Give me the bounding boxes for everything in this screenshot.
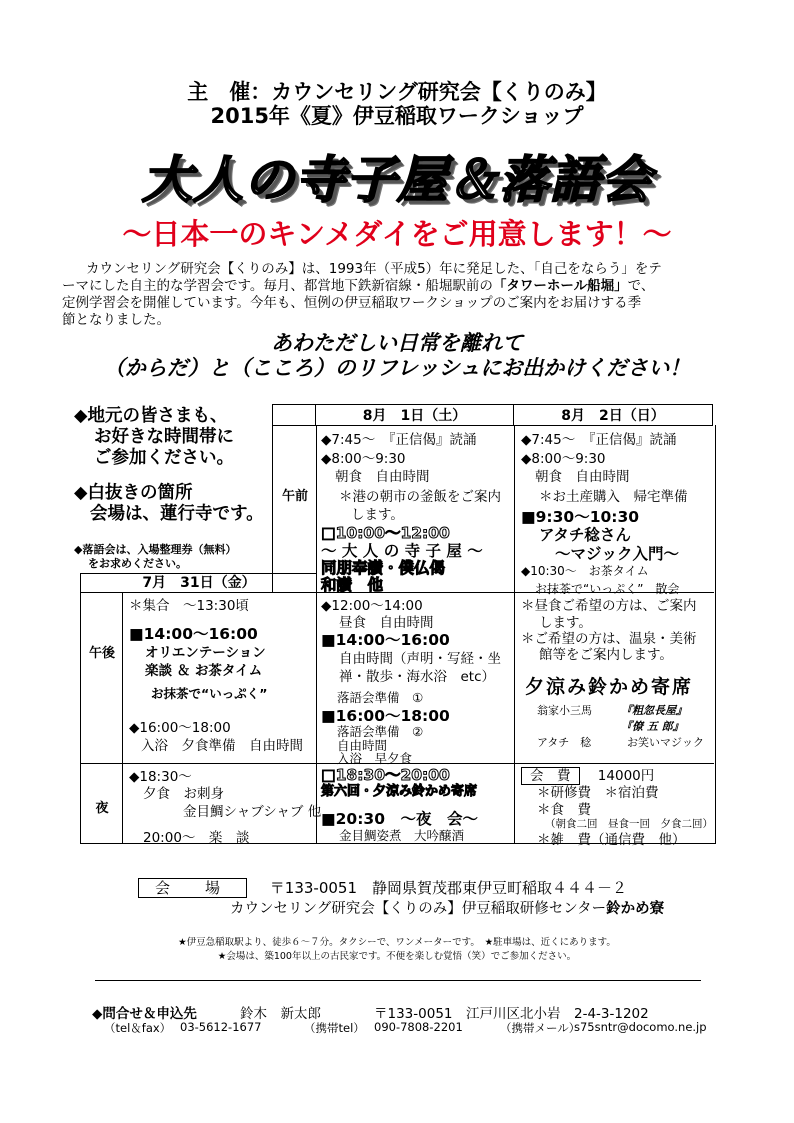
jul31-night-line: 夕食 お刺身 [143, 786, 224, 802]
aug2-am-line: ■9:30～10:30 [521, 508, 640, 526]
aug2-am-line: ～マジック入門～ [555, 545, 680, 563]
aug2-pm-line: 館等をご案内します。 [539, 647, 673, 663]
aug1-am-line: ◆7:45～ 『正信偈』読誦 [321, 432, 477, 448]
note-text: ご参加ください。 [94, 448, 234, 468]
aug2-am-cell [514, 425, 716, 596]
aug2-pm-line: します。 [539, 615, 592, 631]
aug1-am-line: ◆8:00～9:30 [321, 451, 406, 467]
aug2-am-line: ＊お土産購入 帰宅準備 [539, 489, 688, 505]
mobile-number: 090-7808-2201 [374, 1020, 463, 1034]
schedule-morning-table [272, 404, 713, 426]
row-label-am: 午前 [281, 489, 308, 504]
jul31-pm-line: ＊集合 ～13:30頃 [129, 598, 249, 614]
fee-amount: 14000円 [597, 768, 655, 784]
intro-text: で、 [627, 278, 655, 294]
aug1-pm-line: ■14:00～16:00 [321, 631, 450, 649]
jul31-night-line: ◆18:30～ [129, 769, 192, 785]
aug2-am-line: 朝食 自由時間 [535, 469, 630, 485]
jul31-pm-line: お抹茶で“いっぷく” [151, 686, 268, 701]
aug1-night-line: 第六回・夕涼み鈴かめ寄席 [321, 784, 478, 799]
venue-line [138, 877, 627, 898]
day-header-aug2: 8月 2日（日） [514, 405, 713, 426]
access-line-1: ★伊豆急稲取駅より、徒歩６～７分。タクシーで、ワンメーターです。 ★駐車場は、近くにあります。 [178, 937, 616, 948]
contact-label: ◆問合せ＆申込先 [92, 1006, 197, 1022]
day-header-aug1: 8月 1日（土） [316, 405, 514, 426]
venue-name: カウンセリング研究会【くりのみ】伊豆稲取研修センター [230, 901, 607, 917]
aug1-am-line: します。 [351, 507, 404, 523]
jul31-pm-line: オリエンテーション [145, 645, 266, 661]
aug1-pm-line: 昼食 自由時間 [339, 615, 434, 631]
venue-label: 会 場 [138, 878, 247, 898]
access-line-2: ★会場は、築100年以上の古民家です。不便を楽しむ覚悟（笑）でご参加ください。 [217, 951, 577, 962]
fee-label: 会 費 [521, 767, 580, 785]
aug1-am-line: 朝食 自由時間 [335, 469, 430, 485]
aug1-am-line: 和讃 他 [321, 576, 384, 594]
note-text: ◆白抜きの箇所 [74, 483, 193, 503]
aug2-night-line: ＊雑 費（通信費 他） [537, 832, 686, 848]
aug1-pm-line: 禅・散歩・海水浴 etc） [339, 669, 496, 685]
aug1-pm-line: 自由時間 [337, 738, 388, 753]
jul31-night-line: 20:00～ 楽 談 [143, 830, 250, 846]
aug1-night-line: ■20:30 ～夜 会～ [321, 810, 478, 828]
performer-title: 『僚 五 郎』 [621, 720, 684, 733]
venue-name-line [230, 897, 664, 918]
tel-label: （tel＆fax） [104, 1021, 172, 1035]
contact-line-1 [92, 1002, 649, 1022]
aug1-pm-line: 自由時間（声明・写経・坐 [339, 651, 501, 667]
note-2 [74, 483, 264, 525]
intro-line-3: 定例学習会を開催しています。今年も、恒例の伊豆稲取ワークショップのご案内をお届けする季 [62, 295, 642, 311]
note-text: お好きな時間帯に [94, 427, 234, 447]
slogan-line-2: （からだ）と（こころ）のリフレッシュにお出かけください！ [103, 356, 691, 380]
intro-line-4: 節となりました。 [62, 312, 170, 328]
mail-address[interactable]: s75sntr@docomo.ne.jp [574, 1020, 707, 1034]
contact-line-2 [104, 1020, 724, 1036]
slogan-line-1: あわただしい日常を離れて [271, 331, 523, 355]
performer-name: 翁家小三馬 [537, 704, 592, 717]
aug1-am-cell [316, 425, 515, 592]
jul31-pm-cell [122, 592, 317, 763]
yose-title: 夕涼み鈴かめ寄席 [525, 676, 694, 698]
aug2-pm-line: ＊ご希望の方は、温泉・美術 [521, 631, 697, 647]
note-text: 会場は、蓮行寺です。 [90, 504, 264, 524]
contact-address: 〒133-0051 江戸川区北小岩 2-4-3-1202 [374, 1006, 649, 1022]
aug1-pm-line: ■16:00～18:00 [321, 707, 450, 725]
jul31-pm-line: ■14:00～16:00 [129, 625, 258, 643]
aug2-night-line: ＊研修費 ＊宿泊費 [537, 785, 659, 801]
note-text: をお求めください。 [88, 557, 187, 570]
aug1-am-line: □10:00～12:00 [321, 524, 450, 542]
event-title: 2015年《夏》伊豆稲取ワークショップ [210, 104, 584, 128]
aug1-night-cell [316, 763, 515, 844]
aug2-pm-line: ＊昼食ご希望の方は、ご案内 [521, 598, 697, 614]
aug1-night-line: □18:30～20:00 [321, 766, 450, 784]
row-label-am-cell [272, 425, 317, 593]
tel-number: 03-5612-1677 [180, 1020, 262, 1034]
tagline: ～日本一のキンメダイをご用意します！～ [122, 217, 672, 251]
note-1 [74, 406, 234, 469]
venue-address: 〒133-0051 静岡県賀茂郡東伊豆町稲取４４４－２ [269, 879, 628, 897]
note-text: ◆地元の皆さまも、 [74, 406, 228, 426]
row-label-night: 夜 [95, 801, 109, 816]
intro-line-2 [62, 278, 732, 295]
row-label-pm: 午後 [88, 646, 115, 661]
venue-dorm: 鈴かめ寮 [606, 901, 665, 917]
intro-line-1: カウンセリング研究会【くりのみ】は、1993年（平成5）年に発足した、「自己をならう」をテ [86, 261, 662, 277]
aug1-pm-line: ◆12:00～14:00 [321, 598, 423, 614]
day-header-jul31: 7月 31日（金） [80, 573, 317, 593]
aug1-pm-line: 入浴 早夕食 [337, 751, 413, 766]
mobile-label: （携帯tel） [304, 1021, 365, 1035]
jul31-pm-line: 楽談 ＆ お茶タイム [145, 663, 263, 679]
row-label-pm-cell [80, 592, 123, 763]
aug2-night-line: ＊食 費 [537, 802, 591, 818]
aug1-am-line: ～ 大 人 の 寺 子 屋 ～ [321, 542, 483, 560]
aug2-am-line: ◆7:45～ 『正信偈』読誦 [521, 432, 677, 448]
aug2-am-line: ◆8:00～9:30 [521, 451, 606, 467]
performer-title: お笑いマジック [627, 736, 704, 749]
aug2-night-cell [514, 763, 716, 848]
jul31-pm-line: 入浴 夕食準備 自由時間 [141, 738, 303, 754]
aug2-am-line: アタチ稔さん [539, 526, 631, 544]
mail-label: （携帯メール） [500, 1021, 581, 1035]
venue-highlight: 「タワーホール船堀」 [492, 278, 628, 294]
aug2-night-line: （朝食二回 昼食一回 夕食二回） [545, 818, 713, 830]
row-label-night-cell [80, 763, 123, 844]
aug2-am-line: ◆10:30～ お茶タイム [521, 564, 649, 578]
aug1-am-line: 同朋奉讃・僕仏偈 [321, 559, 446, 577]
main-title: 大人の寺子屋＆落語会 [142, 151, 652, 209]
performer-title: 『粗忽長屋』 [621, 704, 687, 717]
aug1-pm-cell [316, 592, 515, 766]
performer-name: アタチ 稔 [537, 736, 592, 749]
note-text: ◆落語会は、入場整理券（無料） [74, 543, 237, 556]
aug2-am-line: お抹茶で“いっぷく” 散会 [535, 582, 680, 596]
note-3 [74, 543, 236, 571]
aug1-am-line: ＊港の朝市の釜飯をご案内 [339, 489, 501, 505]
jul31-pm-line: ◆16:00～18:00 [129, 720, 231, 736]
jul31-night-cell [122, 763, 322, 846]
aug1-pm-line: 落語会準備 ② [337, 724, 424, 739]
aug1-pm-line: 落語会準備 ① [337, 690, 424, 705]
aug1-night-line: 金目鯛姿煮 大吟醸酒 [339, 828, 465, 843]
organizer-line: 主 催：カウンセリング研究会【くりのみ】 [187, 80, 607, 104]
divider [95, 980, 701, 981]
intro-text: ーマにした自主的な学習会です。毎月、都営地下鉄新宿線・船堀駅前の [62, 278, 493, 294]
aug2-pm-cell [514, 592, 716, 763]
jul31-night-line: 金目鯛シャブシャブ 他 [183, 804, 322, 820]
contact-person: 鈴木 新太郎 [240, 1006, 321, 1022]
